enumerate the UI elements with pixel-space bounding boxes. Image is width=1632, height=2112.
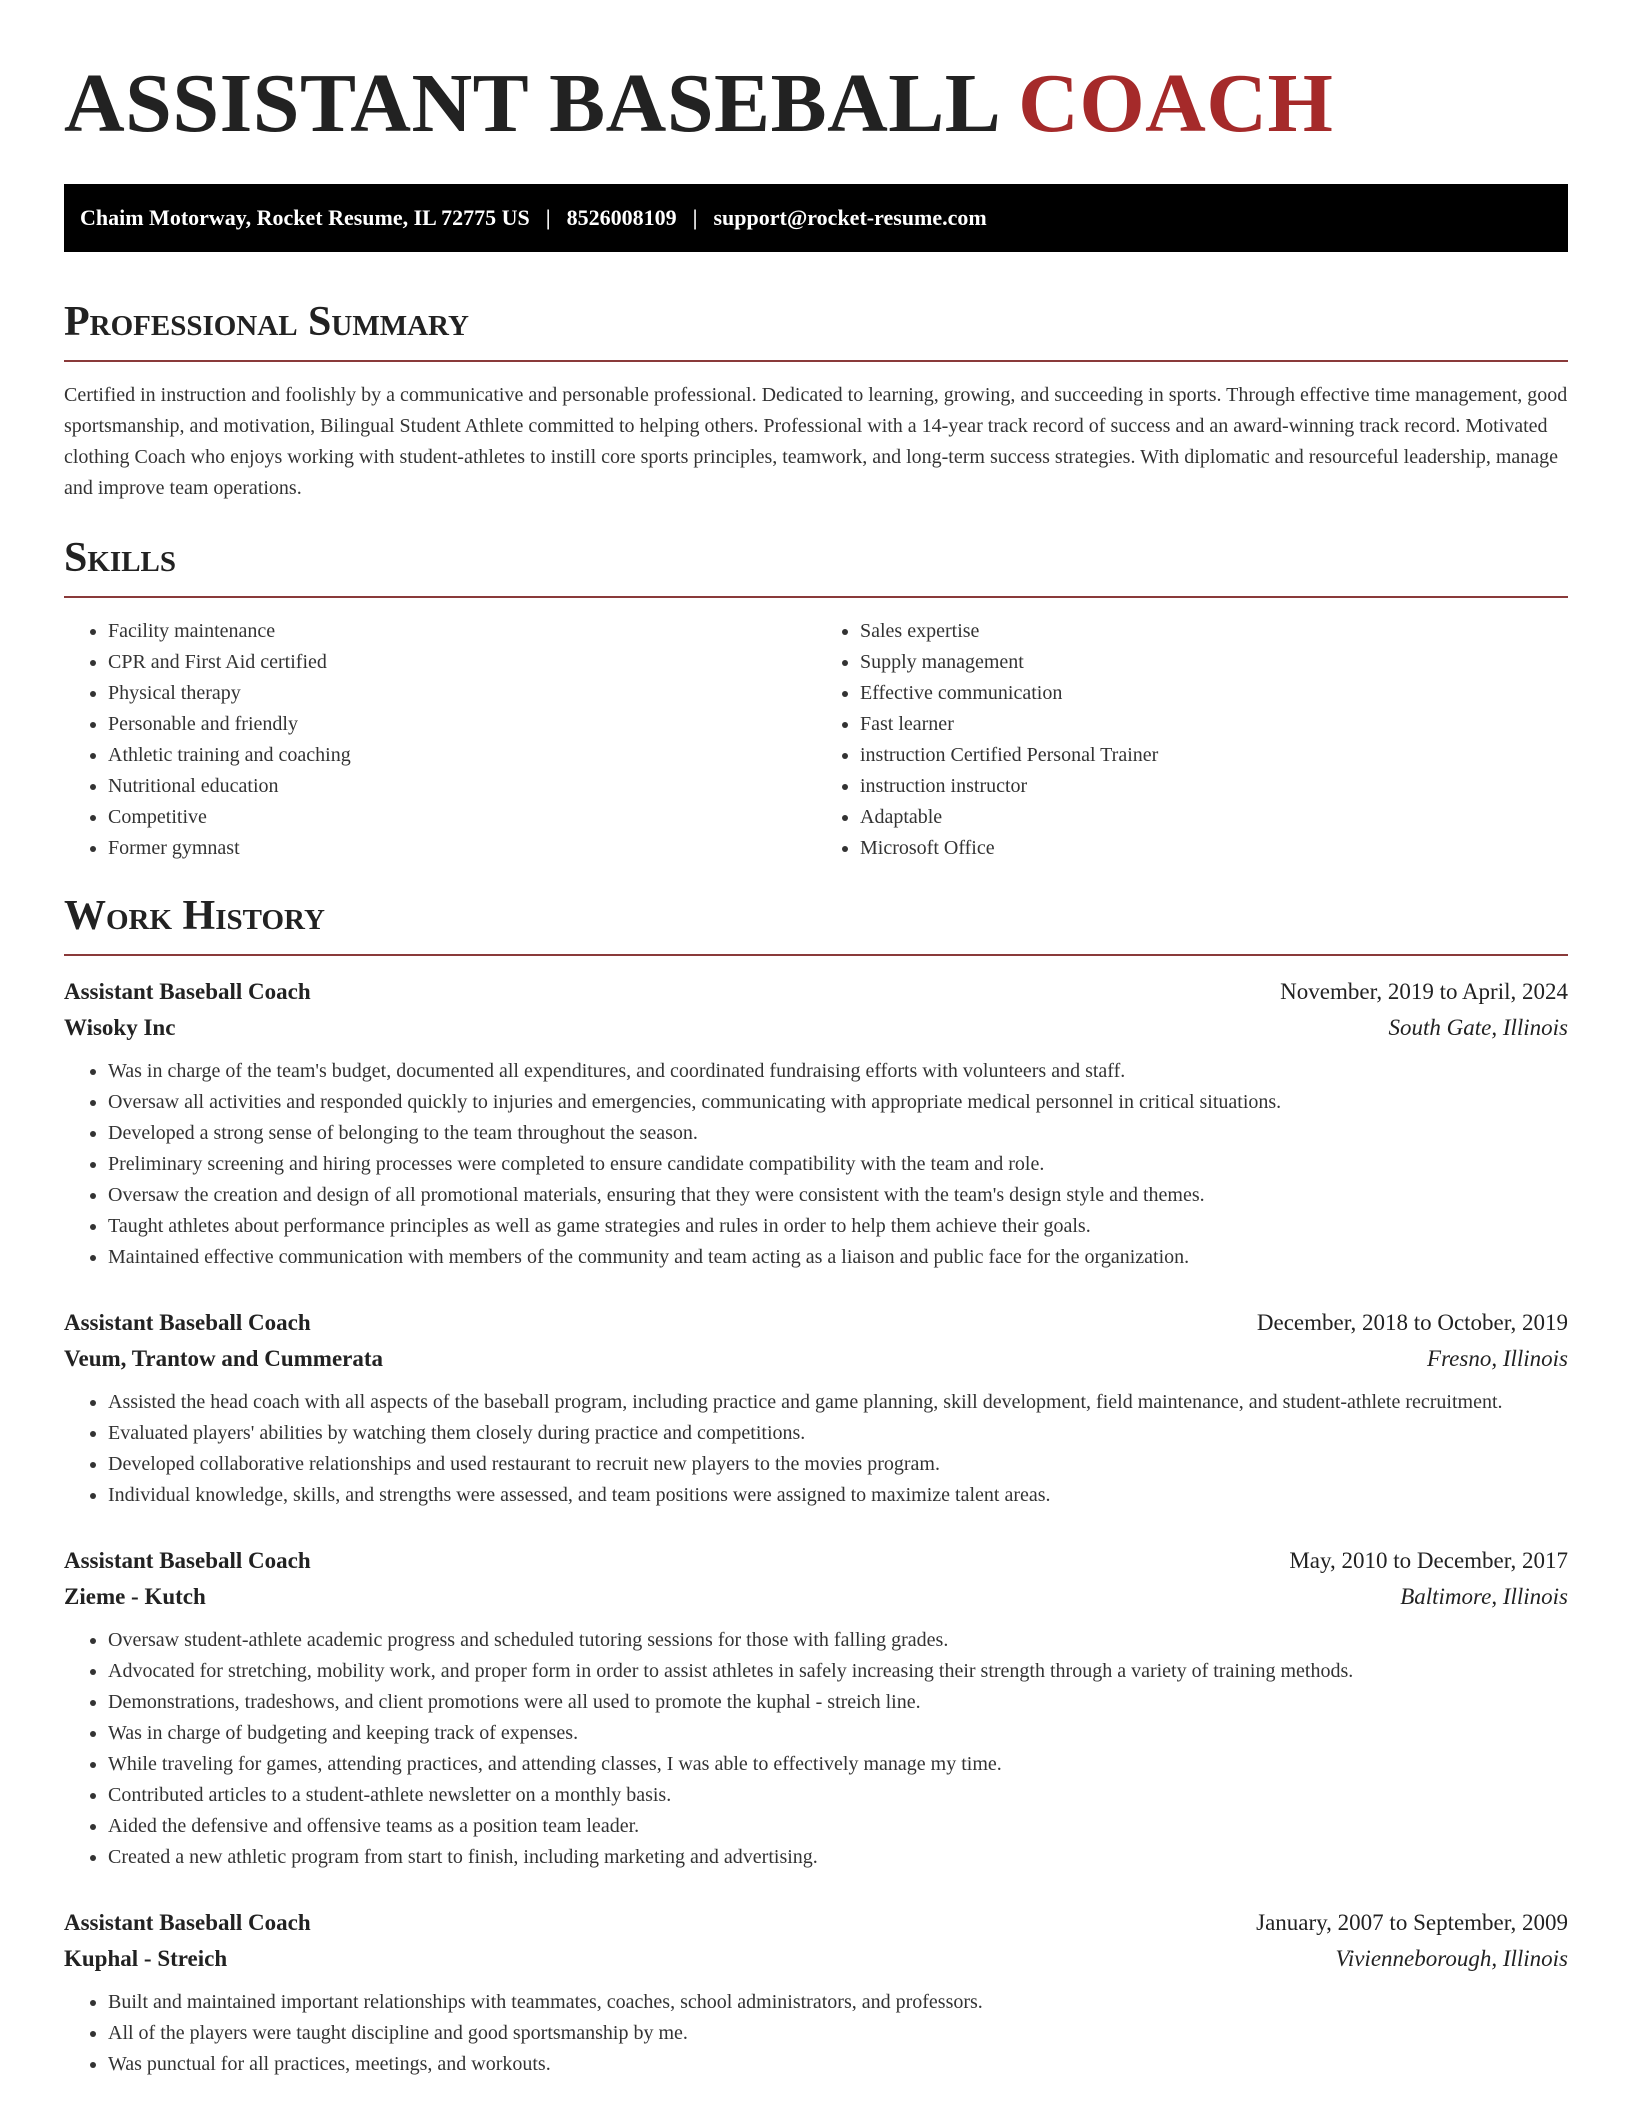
job-title: Assistant Baseball Coach	[64, 979, 311, 1004]
skill-item: • CPR and First Aid certified	[108, 647, 816, 678]
job-bullets	[64, 1625, 1568, 1873]
skills-list-left	[64, 616, 816, 864]
summary-heading: Professional Summary	[64, 299, 469, 345]
title-accent: COACH	[1018, 57, 1334, 150]
job-company: Wisoky Inc	[64, 1015, 176, 1040]
work-history-heading: Work History	[64, 893, 325, 939]
job-bullet: • Taught athletes about performance principles as well as game strategies and rules in order to help them achieve their goals.	[108, 1211, 1568, 1242]
skills-list-right	[816, 616, 1568, 864]
job-bullet: • Developed a strong sense of belonging to the team throughout the season.	[108, 1118, 1568, 1149]
skill-item: • Facility maintenance	[108, 616, 816, 647]
job-header-row	[64, 974, 1568, 1010]
job-location: Fresno, Illinois	[1427, 1346, 1568, 1371]
contact-address: Chaim Motorway, Rocket Resume, IL 72775 US	[80, 205, 530, 230]
skill-item: • Personable and friendly	[108, 709, 816, 740]
job-company-row	[64, 1010, 1568, 1046]
job-bullet: • All of the players were taught discipline and good sportsmanship by me.	[108, 2018, 1568, 2049]
job-header-row	[64, 1543, 1568, 1579]
job-entry	[64, 1905, 1568, 2080]
job-company-row	[64, 1941, 1568, 1977]
skills-grid	[64, 616, 1568, 864]
section-divider	[64, 596, 1568, 598]
job-bullet: • Preliminary screening and hiring processes were completed to ensure candidate compatibility with the team and role.	[108, 1149, 1568, 1180]
skill-item: • Effective communication	[860, 678, 1568, 709]
job-bullet: • Aided the defensive and offensive teams as a position team leader.	[108, 1811, 1568, 1842]
job-bullet: • Maintained effective communication with members of the community and team acting as a liaison and public face for the organization.	[108, 1242, 1568, 1273]
skill-item: • Fast learner	[860, 709, 1568, 740]
contact-separator: |	[545, 205, 551, 230]
job-title: Assistant Baseball Coach	[64, 1548, 311, 1573]
job-bullet: • Developed collaborative relationships and used restaurant to recruit new players to the movies program.	[108, 1449, 1568, 1480]
summary-section	[64, 296, 1568, 504]
skill-item: • Supply management	[860, 647, 1568, 678]
job-location: South Gate, Illinois	[1388, 1015, 1568, 1040]
section-divider	[64, 360, 1568, 362]
job-location: Vivienneborough, Illinois	[1335, 1946, 1568, 1971]
job-bullet: • Was punctual for all practices, meetings, and workouts.	[108, 2049, 1568, 2080]
job-header-row	[64, 1905, 1568, 1941]
job-header-row	[64, 1305, 1568, 1341]
job-bullet: • Individual knowledge, skills, and strengths were assessed, and team positions were assigned to maximize talent areas.	[108, 1480, 1568, 1511]
skill-item: • Microsoft Office	[860, 833, 1568, 864]
job-title: Assistant Baseball Coach	[64, 1310, 311, 1335]
job-bullet: • Was in charge of the team's budget, documented all expenditures, and coordinated fundraising efforts with volunteers and staff.	[108, 1056, 1568, 1087]
skill-item: • Physical therapy	[108, 678, 816, 709]
job-company-row	[64, 1579, 1568, 1615]
skill-item: • instruction instructor	[860, 771, 1568, 802]
contact-phone: 8526008109	[566, 205, 677, 230]
job-bullet: • Evaluated players' abilities by watching them closely during practice and competitions.	[108, 1418, 1568, 1449]
job-dates: January, 2007 to September, 2009	[1256, 1910, 1568, 1935]
skill-item: • Nutritional education	[108, 771, 816, 802]
contact-bar	[64, 184, 1568, 252]
job-dates: November, 2019 to April, 2024	[1280, 979, 1568, 1004]
job-company: Kuphal - Streich	[64, 1946, 228, 1971]
job-bullet: • Advocated for stretching, mobility work, and proper form in order to assist athletes in safely increasing their strength through a variety of training methods.	[108, 1656, 1568, 1687]
job-bullet: • Oversaw all activities and responded quickly to injuries and emergencies, communicating with appropriate medical personnel in critical situations.	[108, 1087, 1568, 1118]
job-bullet: • Demonstrations, tradeshows, and client promotions were all used to promote the kuphal - streich line.	[108, 1687, 1568, 1718]
contact-email[interactable]: support@rocket-resume.com	[713, 205, 987, 230]
skill-item: • Former gymnast	[108, 833, 816, 864]
job-bullet: • Oversaw student-athlete academic progress and scheduled tutoring sessions for those with falling grades.	[108, 1625, 1568, 1656]
skill-item: • Athletic training and coaching	[108, 740, 816, 771]
contact-separator: |	[692, 205, 698, 230]
job-bullets	[64, 1387, 1568, 1511]
section-divider	[64, 954, 1568, 956]
job-bullet: • Was in charge of budgeting and keeping track of expenses.	[108, 1718, 1568, 1749]
job-bullet: • While traveling for games, attending practices, and attending classes, I was able to effectively manage my time.	[108, 1749, 1568, 1780]
title-main: ASSISTANT BASEBALL	[64, 57, 997, 150]
job-location: Baltimore, Illinois	[1400, 1584, 1568, 1609]
job-dates: December, 2018 to October, 2019	[1256, 1310, 1568, 1335]
job-company: Veum, Trantow and Cummerata	[64, 1346, 384, 1371]
job-entry	[64, 1305, 1568, 1511]
job-bullets	[64, 1987, 1568, 2080]
skill-item: • Sales expertise	[860, 616, 1568, 647]
job-bullet: • Contributed articles to a student-athlete newsletter on a monthly basis.	[108, 1780, 1568, 1811]
job-bullets	[64, 1056, 1568, 1273]
job-company: Zieme - Kutch	[64, 1584, 206, 1609]
job-company-row	[64, 1341, 1568, 1377]
skills-heading: Skills	[64, 535, 177, 581]
skill-item: • Adaptable	[860, 802, 1568, 833]
skills-section	[64, 532, 1568, 864]
resume-title	[64, 0, 1568, 156]
job-bullet: • Assisted the head coach with all aspects of the baseball program, including practice and game planning, skill development, field maintenance, and student-athlete recruitment.	[108, 1387, 1568, 1418]
summary-text: Certified in instruction and foolishly by a communicative and personable professional. Dedicated to learning, growing, and succeeding in sports. Through effective time management, good sportsmanship, and motivation, Bilingual Student Athlete committed to helping others. Professional with a 14-year track record of success and an award-winning track record. Motivated clothing Coach who enjoys working with student-athletes to instill core sports principles, teamwork, and long-term success strategies. With diplomatic and resourceful leadership, manage and improve team operations.	[64, 384, 1568, 499]
job-bullet: • Created a new athletic program from start to finish, including marketing and advertising.	[108, 1842, 1568, 1873]
job-bullet: • Oversaw the creation and design of all promotional materials, ensuring that they were consistent with the team's design style and themes.	[108, 1180, 1568, 1211]
job-dates: May, 2010 to December, 2017	[1289, 1548, 1568, 1573]
job-title: Assistant Baseball Coach	[64, 1910, 311, 1935]
job-entry	[64, 1543, 1568, 1873]
skill-item: • instruction Certified Personal Trainer	[860, 740, 1568, 771]
job-entry	[64, 974, 1568, 1273]
job-bullet: • Built and maintained important relationships with teammates, coaches, school administrators, and professors.	[108, 1987, 1568, 2018]
skill-item: • Competitive	[108, 802, 816, 833]
work-history-section	[64, 890, 1568, 2080]
